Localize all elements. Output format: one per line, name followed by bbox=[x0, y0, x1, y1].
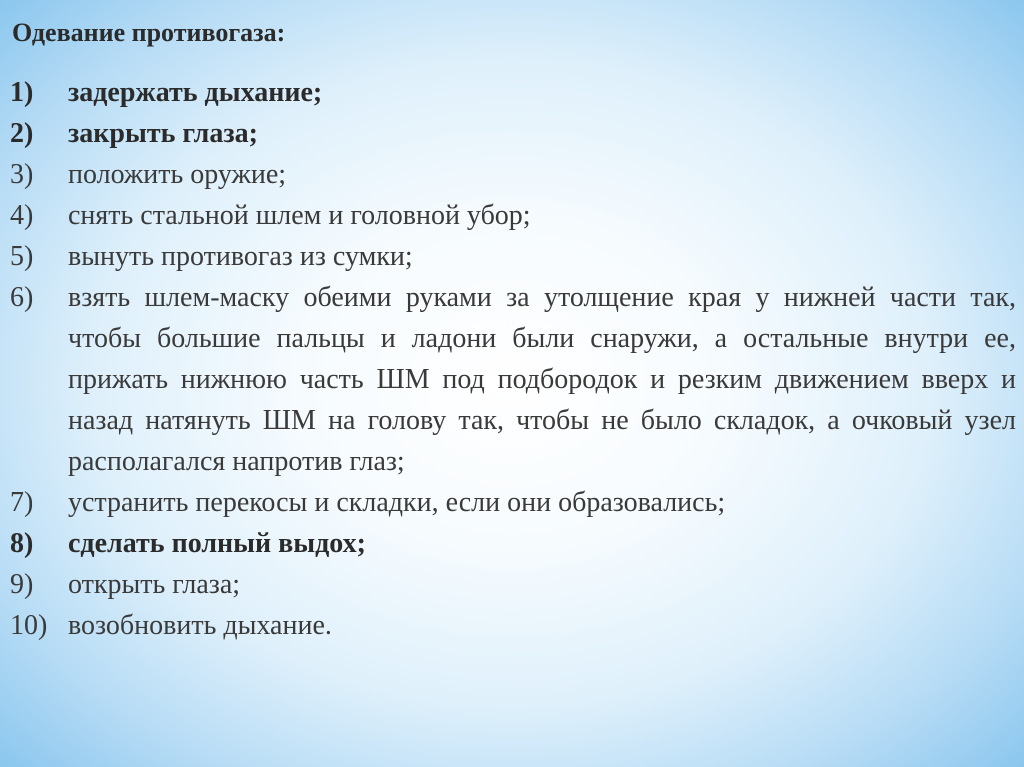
step-item bbox=[10, 236, 1016, 277]
step-number: 9) bbox=[10, 569, 34, 600]
step-number: 3) bbox=[10, 159, 34, 190]
step-number: 6) bbox=[10, 282, 34, 313]
step-text: положить оружие; bbox=[68, 159, 287, 190]
step-text: сделать полный выдох; bbox=[68, 528, 366, 559]
steps-list bbox=[10, 72, 1016, 646]
step-item bbox=[10, 195, 1016, 236]
step-number: 4) bbox=[10, 200, 34, 231]
step-number: 7) bbox=[10, 487, 34, 518]
step-text: устранить перекосы и складки, если они образовались; bbox=[68, 487, 726, 518]
step-text: взять шлем-маску обеими руками за утолщение края у нижней части так, чтобы большие пальцы и ладони были снаружи, а остальные внутри ее, прижать нижнюю часть ШМ под подбородок и резким движением вверх и назад натянуть ШМ на голову так, чтобы не было складок, а очковый узел располагался напротив глаз; bbox=[68, 282, 1016, 477]
step-item bbox=[10, 154, 1016, 195]
step-item bbox=[10, 277, 1016, 482]
step-item bbox=[10, 113, 1016, 154]
step-text: вынуть противогаз из сумки; bbox=[68, 241, 413, 272]
step-text: снять стальной шлем и головной убор; bbox=[68, 200, 531, 231]
slide-title: Одевание противогаза: bbox=[12, 18, 286, 47]
step-number: 1) bbox=[10, 77, 34, 108]
step-number: 8) bbox=[10, 528, 34, 559]
step-number: 10) bbox=[10, 610, 48, 641]
step-number: 5) bbox=[10, 241, 34, 272]
step-item bbox=[10, 564, 1016, 605]
step-item bbox=[10, 482, 1016, 523]
step-text: возобновить дыхание. bbox=[68, 610, 332, 641]
step-number: 2) bbox=[10, 118, 34, 149]
step-text: открыть глаза; bbox=[68, 569, 241, 600]
step-item bbox=[10, 605, 1016, 646]
step-text: закрыть глаза; bbox=[68, 118, 258, 149]
step-item bbox=[10, 523, 1016, 564]
step-item bbox=[10, 72, 1016, 113]
step-text: задержать дыхание; bbox=[68, 77, 323, 108]
